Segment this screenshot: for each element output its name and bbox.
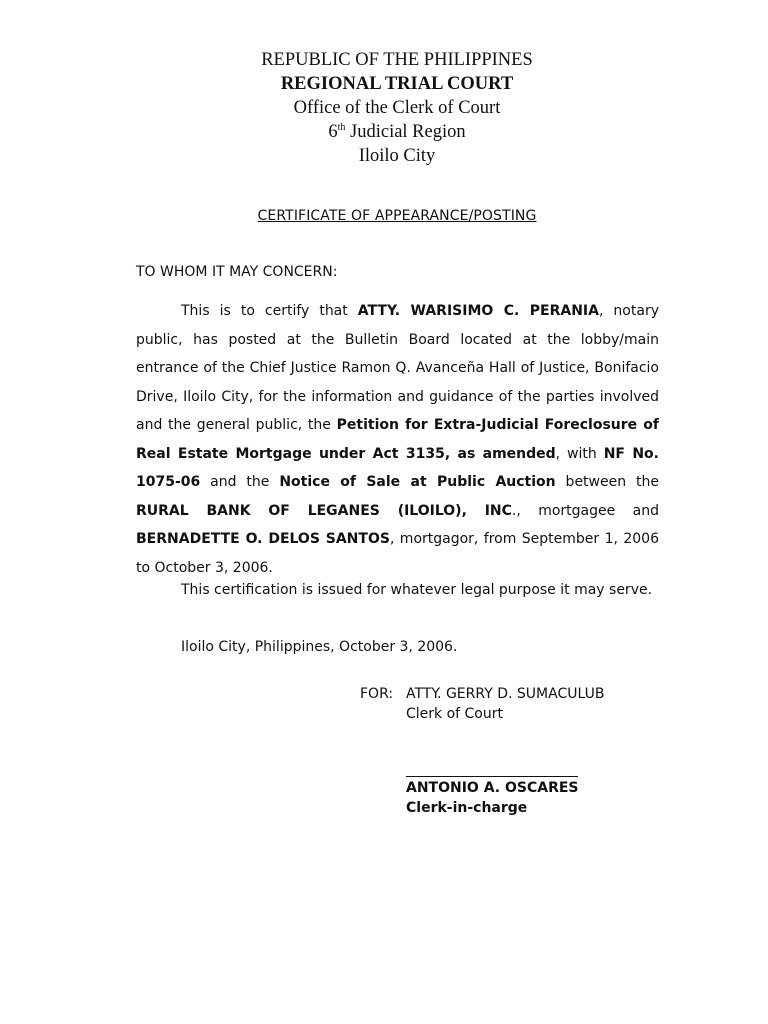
notice-title: Notice of Sale at Public Auction	[279, 474, 556, 490]
clerk-in-charge-title: Clerk-in-charge	[406, 800, 528, 816]
for-label: FOR:	[360, 686, 394, 702]
place-and-date: Iloilo City, Philippines, October 3, 2006.	[181, 639, 458, 655]
notary-name: ATTY. WARISIMO C. PERANIA	[357, 303, 599, 319]
body-text: and the	[200, 474, 280, 490]
letterhead	[0, 48, 768, 168]
letterhead-city: Iloilo City	[358, 146, 436, 166]
certification-statement: This certification is issued for whatever legal purpose it may serve.	[181, 582, 653, 598]
letterhead-office: Office of the Clerk of Court	[293, 98, 501, 118]
letterhead-court: REGIONAL TRIAL COURT	[280, 74, 514, 94]
region-number: 6	[328, 122, 338, 142]
petition-title: Petition for Extra-Judicial Foreclosure of Real Estate Mortgage under Act 3135, as amended	[136, 417, 660, 462]
region-ordinal-suffix: th	[337, 121, 346, 133]
body-text: , with	[555, 445, 604, 462]
body-text: ., mortgagee and	[511, 502, 659, 519]
body-text: , mortgagor, from September 1, 2006 to October 3, 2006.	[136, 531, 659, 576]
clerk-in-charge-name: ANTONIO A. OSCARES	[406, 780, 579, 796]
region-label: Judicial Region	[345, 122, 466, 142]
clerk-of-court-name: ATTY. GERRY D. SUMACULUB	[406, 686, 605, 702]
document-title: CERTIFICATE OF APPEARANCE/POSTING	[257, 208, 537, 224]
clerk-of-court-title: Clerk of Court	[406, 706, 503, 722]
mortgagee-name: RURAL BANK OF LEGANES (ILOILO), INC	[136, 502, 512, 519]
salutation: TO WHOM IT MAY CONCERN:	[136, 264, 338, 280]
mortgagor-name: BERNADETTE O. DELOS SANTOS	[136, 531, 390, 547]
signature-line	[406, 776, 578, 777]
body-text: This is to certify that	[181, 303, 358, 319]
letterhead-republic: REPUBLIC OF THE PHILIPPINES	[261, 50, 533, 70]
letterhead-region	[0, 120, 768, 144]
body-text: between the	[555, 474, 659, 490]
nf-number: NF No. 1075-06	[136, 445, 659, 490]
body-paragraph	[136, 297, 659, 582]
body-text: , notary public, has posted at the Bulletin Board located at the lobby/main entrance of the Chief Justice Ramon Q. Avanceña Hall of Justice, Bonifacio Drive, Iloilo City, for the information and guidance of the parties involved and the general public, the	[136, 303, 659, 433]
